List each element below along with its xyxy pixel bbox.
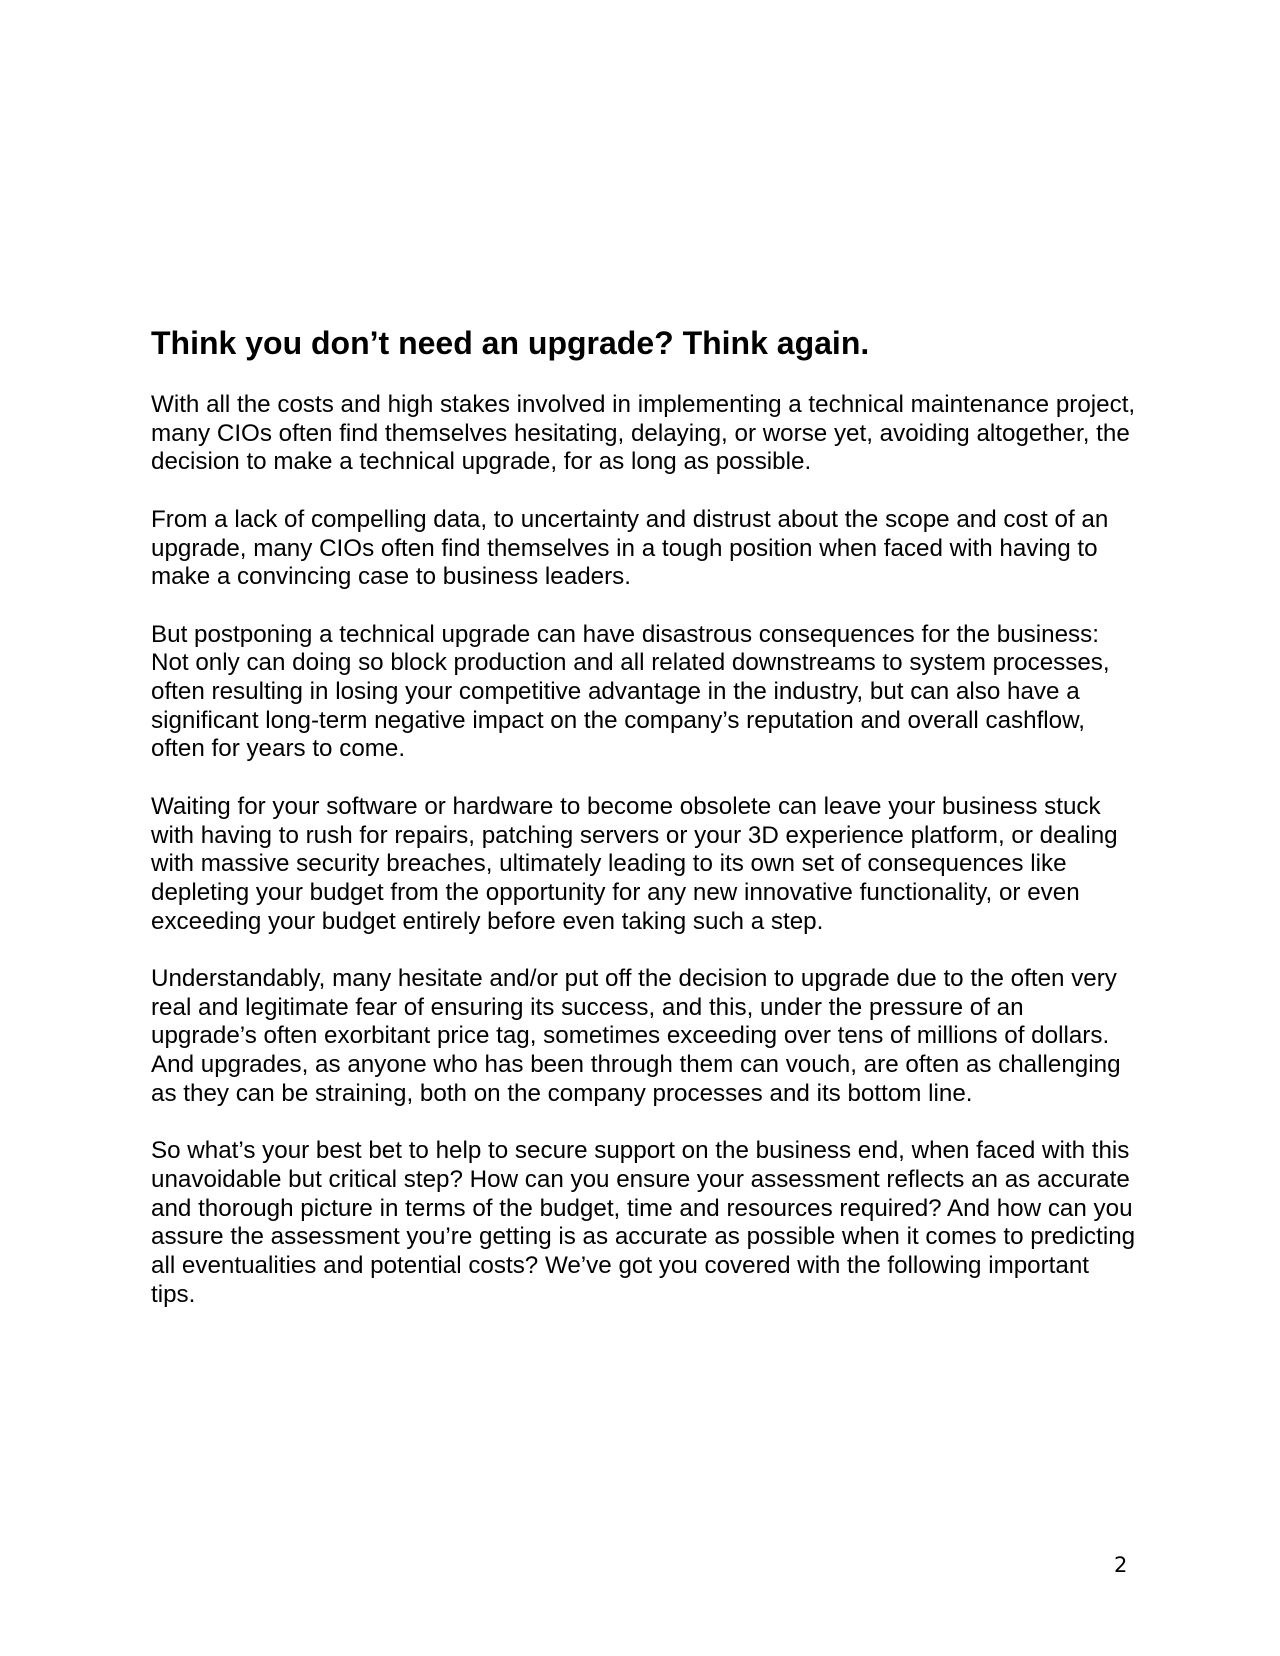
paragraph: Understandably, many hesitate and/or put off the decision to upgrade due to the often very real and legitimate fear of ensuring its success, and this, under the pressure of an upgrade’s often exorbitant price tag, sometimes exceeding over tens of millions of dollars. And upgrades, as anyone who has been through them can vouch, are often as challenging as they can be straining, both on the company processes and its bottom line. (151, 965, 1121, 1107)
paragraph: From a lack of compelling data, to uncertainty and distrust about the scope and cost of an upgrade, many CIOs often find themselves in a tough position when faced with having to make a convincing case to business leaders. (151, 505, 1109, 591)
section-heading: Think you don’t need an upgrade? Think again. (151, 325, 870, 361)
paragraph: But postponing a technical upgrade can have disastrous consequences for the business: Not only can doing so block production and all related downstreams to system processes, often resulting in losing your competitive advantage in the industry, but can also have a significant long-term negative impact on the company’s reputation and overall cashflow, often for years to come. (151, 620, 1110, 763)
paragraph: Waiting for your software or hardware to become obsolete can leave your business stuck with having to rush for repairs, patching servers or your 3D experience platform, or dealing with massive security breaches, ultimately leading to its own set of consequences like depleting your budget from the opportunity for any new innovative functionality, or even exceeding your budget entirely before even taking such a step. (151, 792, 1118, 935)
page-number: 2 (1114, 1553, 1128, 1577)
paragraph: So what’s your best bet to help to secure support on the business end, when faced with this unavoidable but critical step? How can you ensure your assessment reflects an as accurate and thorough picture in terms of the budget, time and resources required? And how can you assure the assessment you’re getting is as accurate as possible when it comes to predicting all eventualities and potential costs? We’ve got you covered with the following important tips. (151, 1137, 1136, 1308)
document-body (151, 324, 1136, 1338)
paragraph: With all the costs and high stakes involved in implementing a technical maintenance project, many CIOs often find themselves hesitating, delaying, or worse yet, avoiding altogether, the decision to make a technical upgrade, for as long as possible. (151, 391, 1136, 476)
